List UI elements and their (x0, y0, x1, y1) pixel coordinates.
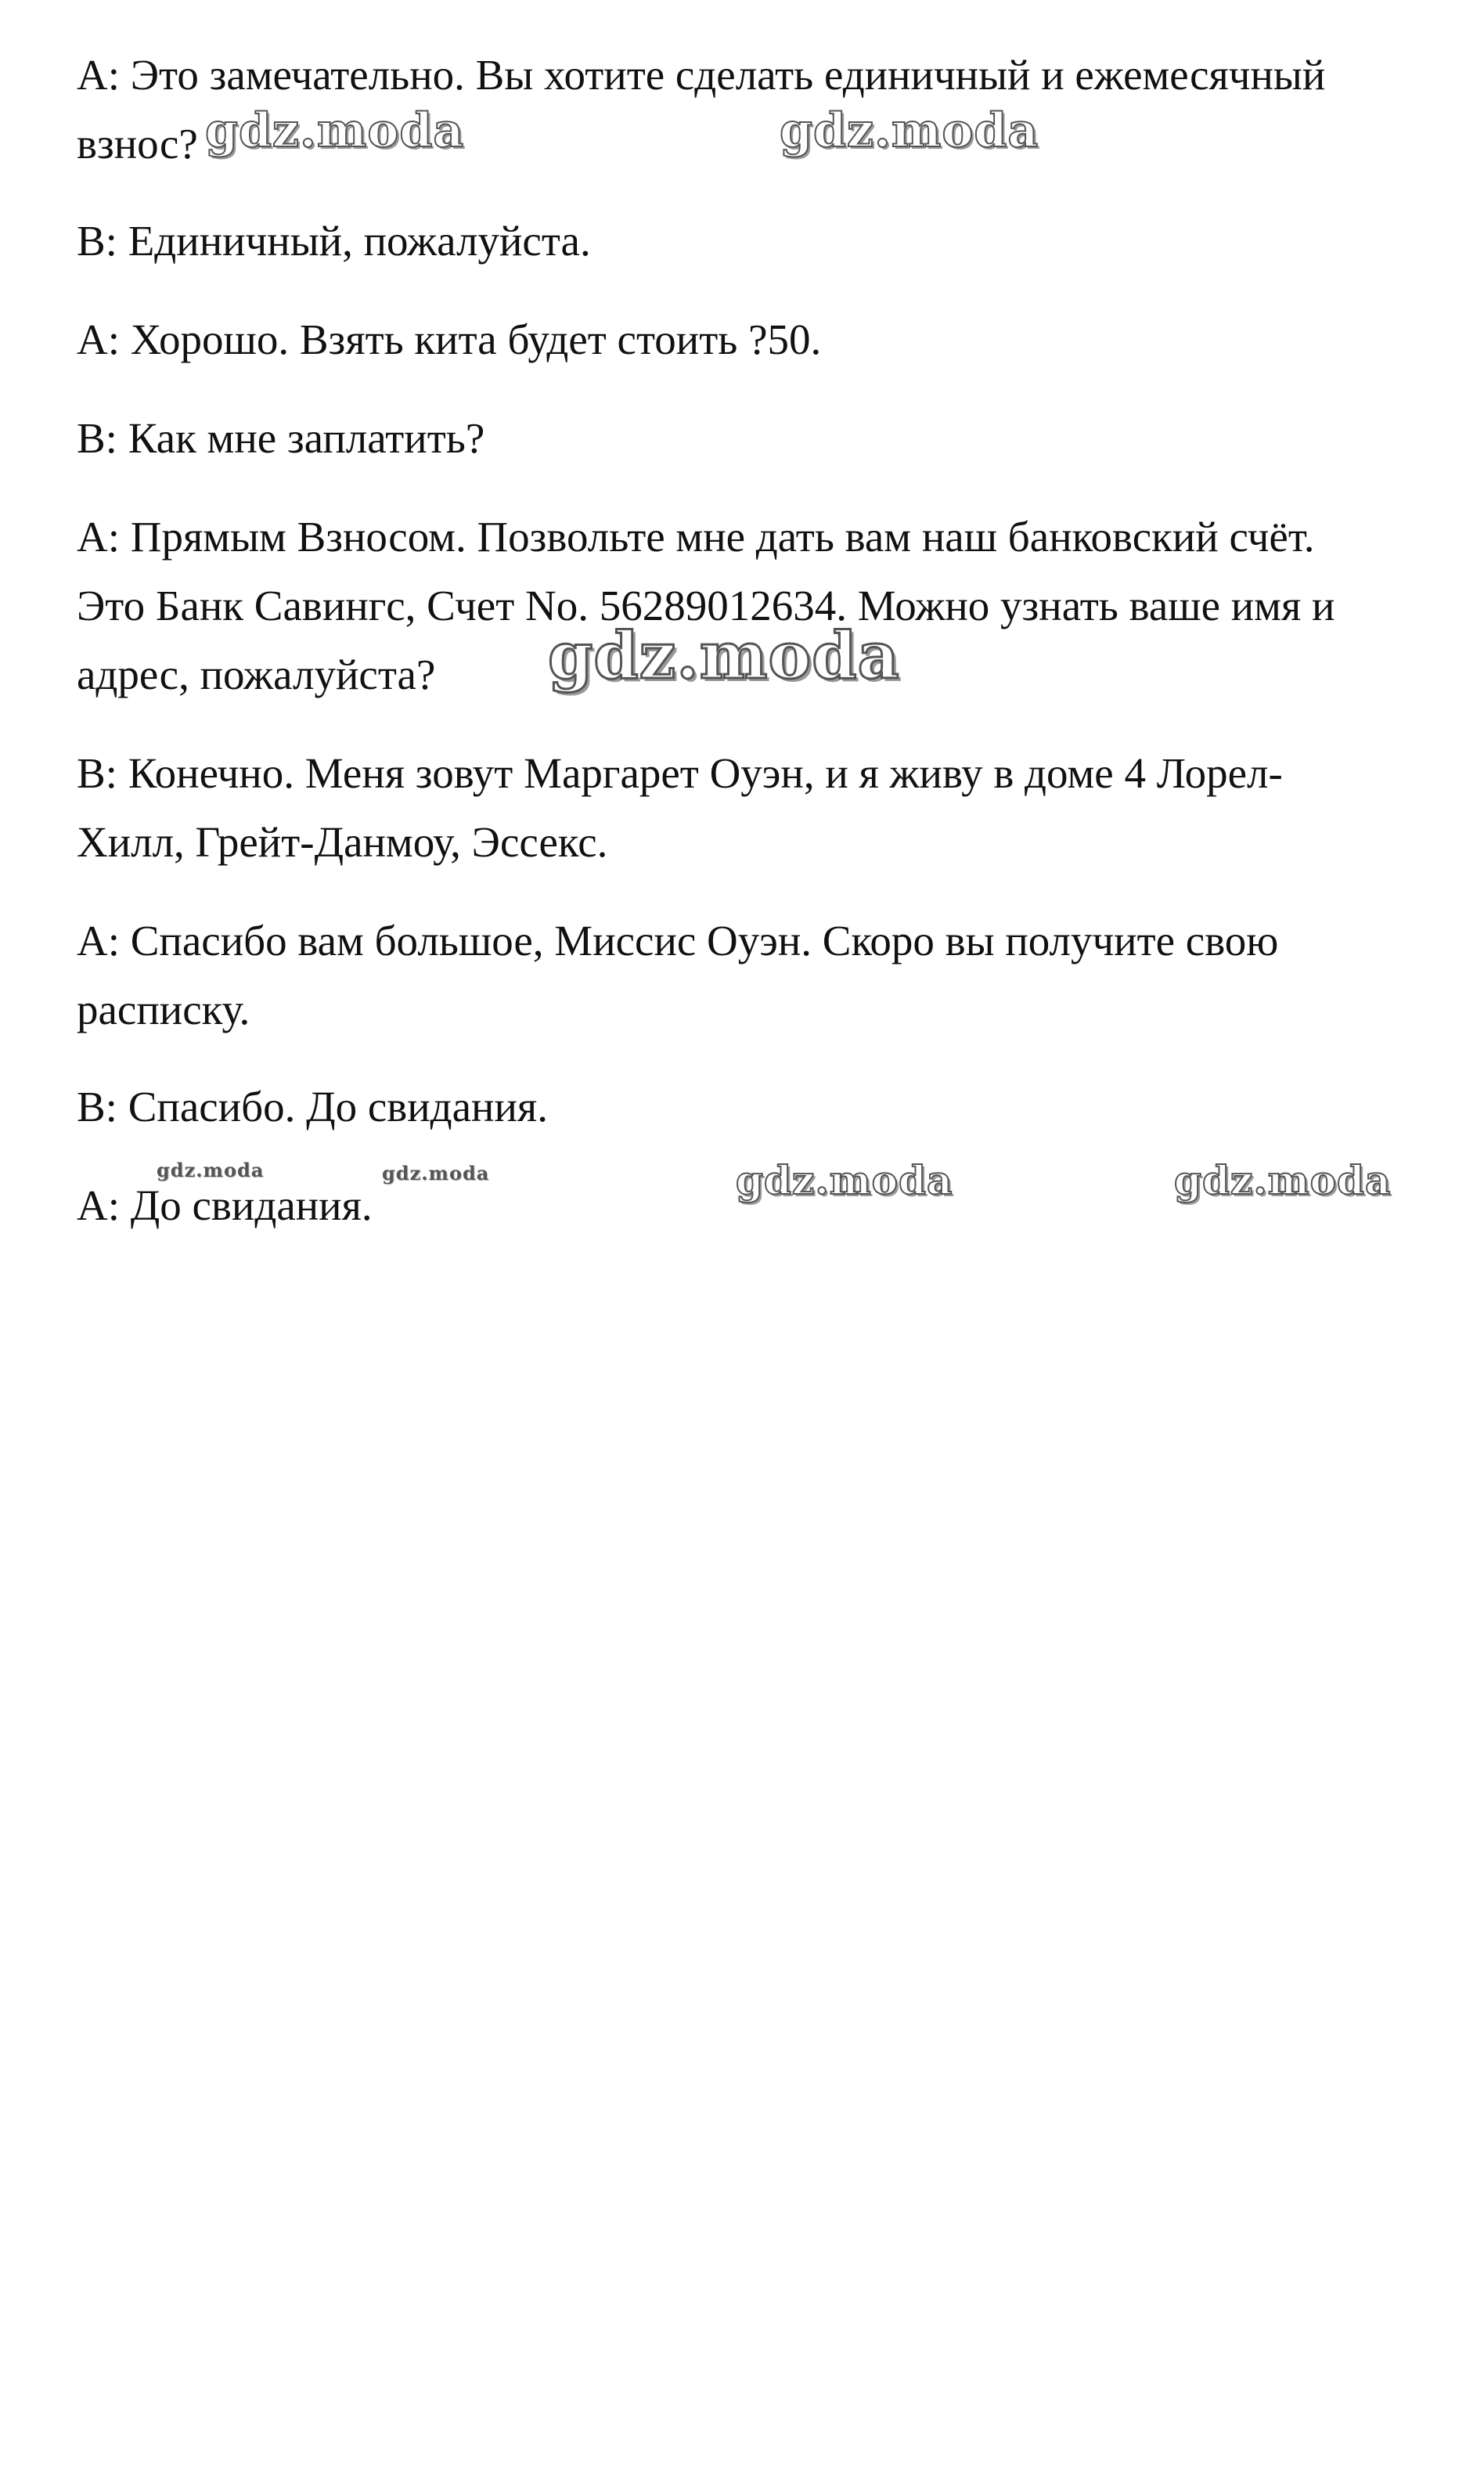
text-line: адрес, пожалуйста? (77, 651, 436, 698)
text-line: Это Банк Савингс, Счет No. 56289012634. Можно узнать ваше имя и (77, 582, 1335, 629)
text-line: B: Конечно. Меня зовут Маргарет Оуэн, и я живу в доме 4 Лорел- (77, 749, 1283, 797)
text-line: Хилл, Грейт-Данмоу, Эссекс. (77, 818, 608, 866)
text-line: A: До свидания. (77, 1181, 373, 1229)
text-line: B: Единичный, пожалуйста. (77, 217, 591, 265)
text-line: B: Спасибо. До свидания. (77, 1083, 548, 1130)
watermark-logo: gdz.moda (780, 103, 1039, 158)
dialogue-line-b1 (77, 207, 1423, 276)
text-line: A: Спасибо вам большое, Миссис Оуэн. Скоро вы получите свою (77, 917, 1279, 965)
dialogue-line-b3 (77, 739, 1423, 877)
dialogue-line-b2 (77, 404, 1423, 473)
dialogue-line-a2 (77, 305, 1423, 374)
watermark-logo: gdz.moda (736, 1157, 953, 1203)
text-line: B: Как мне заплатить? (77, 414, 485, 462)
text-line: A: Хорошо. Взять кита будет стоить ?50. (77, 316, 822, 363)
text-line: A: Это замечательно. Вы хотите сделать единичный и ежемесячный (77, 51, 1326, 99)
watermark-logo: gdz.moda (548, 618, 900, 694)
text-line: расписку. (77, 986, 250, 1033)
watermark-logo: gdz.moda (382, 1162, 490, 1185)
text-line: взнос? (77, 120, 198, 168)
text-line: A: Прямым Взносом. Позвольте мне дать вам наш банковский счёт. (77, 513, 1315, 561)
watermark-logo: gdz.moda (205, 103, 465, 158)
dialogue-line-a4 (77, 907, 1423, 1044)
dialogue-line-b4 (77, 1073, 1423, 1141)
watermark-logo: gdz.moda (1174, 1157, 1392, 1203)
watermark-logo: gdz.moda (157, 1159, 265, 1181)
